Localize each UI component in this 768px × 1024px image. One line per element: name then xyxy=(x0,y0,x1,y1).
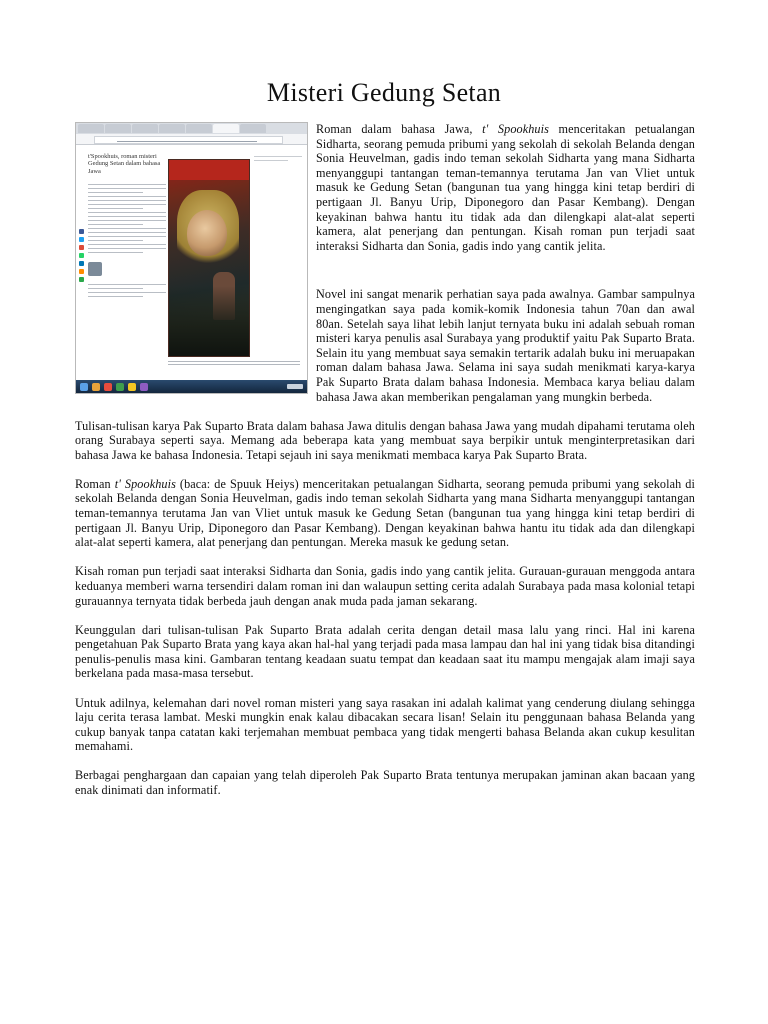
blog-post-column xyxy=(88,153,166,300)
blog-post-title: t'Spookhuis, roman misteri Gedung Setan dalam bahasa Jawa xyxy=(88,153,161,175)
document-body xyxy=(75,122,695,812)
book-cover-illustration xyxy=(168,159,250,357)
image-caption-lines xyxy=(168,359,300,367)
share-icon-column xyxy=(79,229,85,285)
paragraph-1: Roman dalam bahasa Jawa, t' Spookhuis menceritakan petualangan Sidharta, seorang pemuda pribumi yang sekolah di sekolah Belanda dengan Sonia Heuvelman, gadis indo teman sekolah Sidharta yang mana Sidharta menyanggupi tantangan teman-temannya terutama Jan van Vliet untuk masuk ke Gedung Setan (bangunan tua yang hingga kini tetap berdiri di pertigaan Jl. Banyu Urip, Diponegoro dan Pasar Kembang). Dengan keyakinan bahwa hantu itu tidak ada dan dilengkapi alat-alat seperti kamera, alat penerjang dan pentungan. Kisah roman pun terjadi saat interaksi Sidharta dan Sonia, gadis indo yang cantik jelita. xyxy=(316,122,695,253)
paragraph-5: Kisah roman pun terjadi saat interaksi Sidharta dan Sonia, gadis indo yang cantik jelita. Gurauan-gurauan menggoda antara keduanya memberi warna tersendiri dalam roman ini dan walaupun setting cerita adalah Surabaya pada masa kolonial tetapi gurauannya ternyata tidak berbeda jauh dengan anak muda pada jaman sekarang. xyxy=(75,564,695,608)
windows-taskbar xyxy=(76,380,307,393)
book-screenshot-image xyxy=(75,122,308,394)
document-title: Misteri Gedung Setan xyxy=(266,78,502,107)
blog-page-preview xyxy=(76,145,307,380)
browser-address-bar xyxy=(76,134,307,145)
blog-right-column xyxy=(254,153,302,164)
paragraph-3: Tulisan-tulisan karya Pak Suparto Brata dalam bahasa Jawa ditulis dengan bahasa Jawa yang mudah dipahami terutama oleh orang Surabaya seperti saya. Memang ada beberapa kata yang membuat saya berpikir untuk menginterpretasikan dari bahasa Jawa ke bahasa Indonesia. Tetapi sejauh ini saya menikmati membaca karya Pak Suparto Brata. xyxy=(75,418,695,462)
paragraph-2: Novel ini sangat menarik perhatian saya pada awalnya. Gambar sampulnya mengingatkan saya pada komik-komik Indonesia tahun 70an dan awal 80an. Setelah saya lihat lebih lanjut ternyata buku ini adalah sebuah roman misteri karya penulis asal Surabaya yang produktif yaitu Pak Suparto Brata. Selain itu yang membuat saya semakin tertarik adalah buku ini meruapakan roman dalam bahasa Jawa. Selama ini saya sudah menikmati karya-karya Pak Suparto Brata dalam bahasa Indonesia. Membaca karya beliau dalam bahasa Jawa akan memberikan pengalaman yang mungkin berbeda. xyxy=(316,287,695,404)
paragraph-7: Untuk adilnya, kelemahan dari novel roman misteri yang saya rasakan ini adalah kalimat yang cenderung diulang sehingga laju cerita terasa lambat. Meski mungkin enak kalau dibacakan secara lisan! Selain itu penggunaan bahasa Belanda yang cukup banyak tanpa catatan kaki terjemahan membuat pembaca yang tidak mengerti bahasa Belanda akan cukup kesulitan memahami. xyxy=(75,695,695,754)
author-avatar xyxy=(88,262,102,276)
paragraph-6: Keunggulan dari tulisan-tulisan Pak Suparto Brata adalah cerita dengan detail masa lalu yang rinci. Hal ini karena pengetahuan Pak Suparto Brata yang kaya akan hal-hal yang terjadi pada masa lampau dan hal ini yang tidak bisa ditandingi penulis-penulis masa kini. Gambaran tentang keadaan suatu tempat dan keadaan saat itu mampu mengajak alam imaji saya berkelana pada masa-masa tersebut. xyxy=(75,622,695,681)
paragraph-4: Roman t' Spookhuis (baca: de Spuuk Heiys) menceritakan petualangan Sidharta, seorang pemuda pribumi yang sekolah di sekolah Belanda dengan Sonia Heuvelman, gadis indo teman sekolah Sidharta yang mana Sidharta menyanggupi tantangan teman-temannya terutama Jan van Vliet untuk masuk ke Gedung Setan (bangunan tua yang hingga kini tetap berdiri di pertigaan Jl. Banyu Urip, Diponegoro dan Pasar Kembang). Dengan keyakinan bahwa hantu itu tidak ada dan dilengkapi alat-alat seperti kamera, alat penerjang dan pentungan. Mereka masuk ke gedung setan. xyxy=(75,476,695,550)
paragraph-8: Berbagai penghargaan dan capaian yang telah diperoleh Pak Suparto Brata tentunya merupakan jaminan akan bacaan yang enak dinimati dan informatif. xyxy=(75,768,695,797)
